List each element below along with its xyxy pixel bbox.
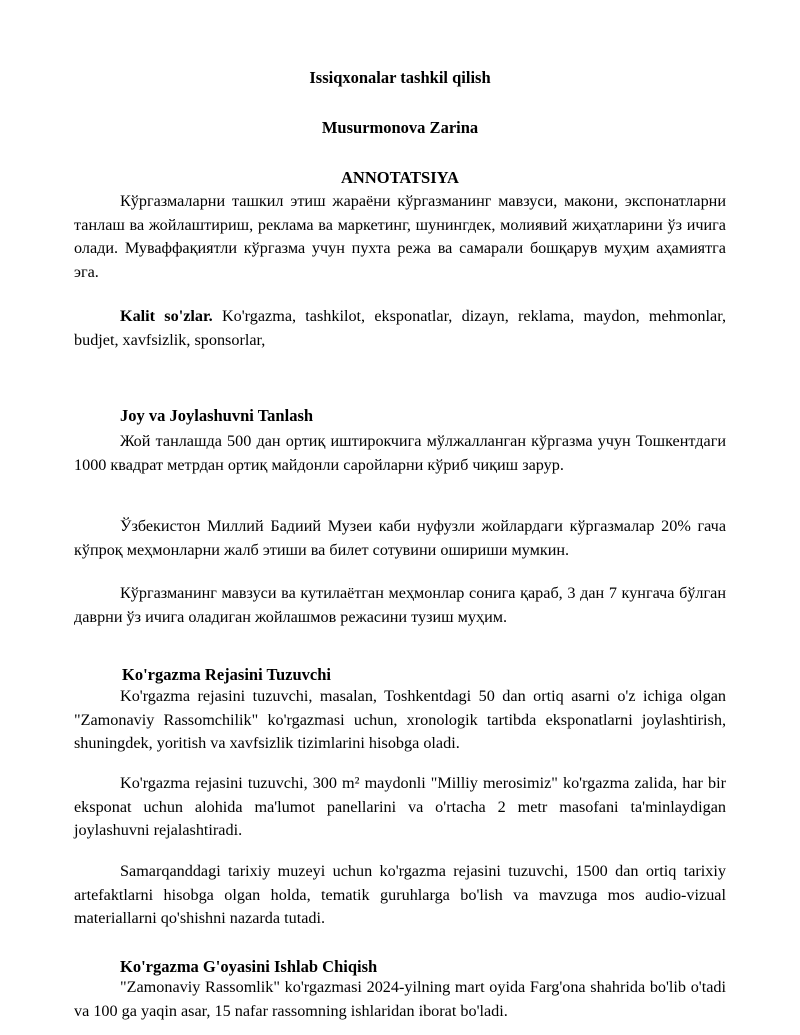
keywords-label: Kalit so'zlar.: [120, 307, 213, 325]
section-paragraph: Кўргазманинг мавзуси ва кутилаётган меҳмонлар сонига қараб, 3 дан 7 кунгача бўлган даврни ўз ичига оладиган жойлашмов режасини тузиш муҳим.: [74, 584, 726, 626]
document-title: Issiqxonalar tashkil qilish: [309, 68, 491, 87]
author-name: Musurmonova Zarina: [321, 118, 479, 137]
keywords-text: Ko'rgazma, tashkilot, eksponatlar, dizayn, reklama, maydon, mehmonlar, budjet, xavfsizlik, sponsorlar,: [74, 307, 727, 349]
keywords-paragraph: [74, 305, 726, 352]
annotation-paragraph: Кўргазмаларни ташкил этиш жараёни кўргазманинг мавзуси, макони, экспонатларни танлаш ва жойлаштириш, реклама ва маркетинг, шунингдек, молиявий жиҳатларини ўз ичига олади. Муваффақиятли кўргазма учун пухта режа ва самарали бошқарув муҳим аҳамиятга эга.: [74, 192, 726, 281]
section-heading: Ko'rgazma Rejasini Tuzuvchi: [122, 665, 332, 684]
section-paragraph: "Zamonaviy Rassomlik" ko'rgazmasi 2024-yilning mart oyida Farg'ona shahrida bo'lib o'tadi va 100 ga yaqin asar, 15 nafar rassomning ishlaridan iborat bo'ladi.: [74, 978, 726, 1020]
section-paragraph: Ўзбекистон Миллий Бадиий Музеи каби нуфузли жойлардаги кўргазмалар 20% гача кўпроқ меҳмонларни жалб этиши ва билет сотувини ошириши мумкин.: [74, 517, 726, 559]
section-heading: Ko'rgazma G'oyasini Ishlab Chiqish: [120, 957, 378, 976]
annotation-heading: ANNOTATSIYA: [341, 168, 459, 187]
section-paragraph: Samarqanddagi tarixiy muzeyi uchun ko'rgazma rejasini tuzuvchi, 1500 dan ortiq tarixiy artefaktlarni hisobga olgan holda, tematik guruhlarga bo'lish va mavzuga mos audio-vizual materiallarni qo'shishni nazarda tutadi.: [74, 862, 726, 927]
section-heading: Joy va Joylashuvni Tanlash: [120, 406, 314, 425]
section-paragraph: Ko'rgazma rejasini tuzuvchi, masalan, Toshkentdagi 50 dan ortiq asarni o'z ichiga olgan "Zamonaviy Rassomchilik" ko'rgazmasi uchun, xronologik tartibda eksponatlarni joylashtirish, shuningdek, yoritish va xavfsizlik tizimlarini hisobga oladi.: [74, 687, 726, 752]
section-paragraph: Жой танлашда 500 дан ортиқ иштирокчига мўлжалланган кўргазма учун Тошкентдаги 1000 квадрат метрдан ортиқ майдонли саройларни кўриб чиқиш зарур.: [74, 432, 726, 474]
section-paragraph: Ko'rgazma rejasini tuzuvchi, 300 m² maydonli "Milliy merosimiz" ko'rgazma zalida, har bir eksponat uchun alohida ma'lumot panellarini va o'rtacha 2 metr masofani ta'minlaydigan joylashuvni rejalashtiradi.: [74, 774, 726, 839]
